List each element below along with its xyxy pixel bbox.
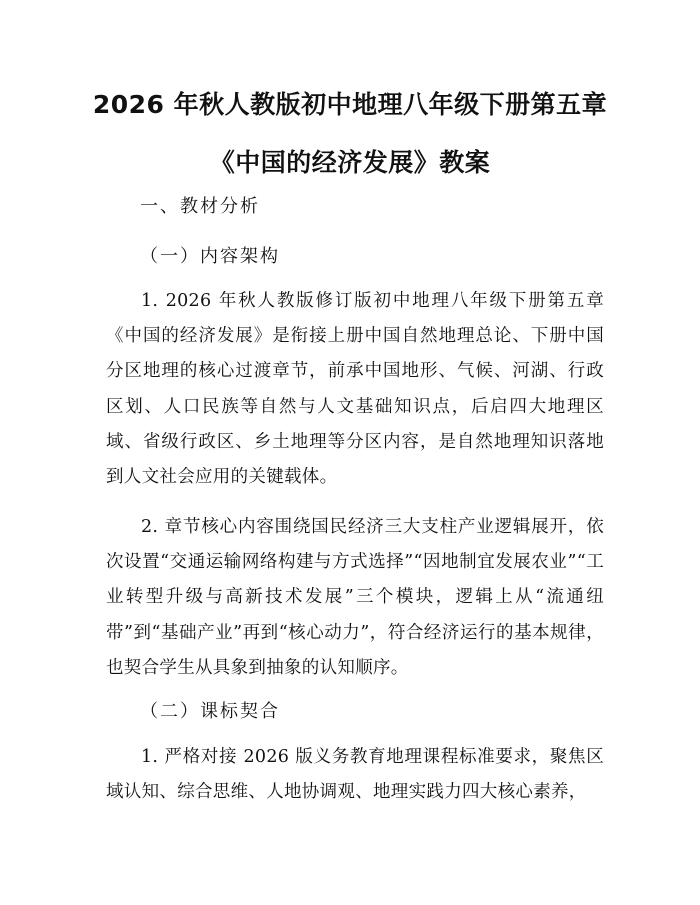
document-title-line-2: 《中国的经济发展》教案 (209, 148, 491, 177)
document-title-line-1: 2026 年秋人教版初中地理八年级下册第五章 (92, 90, 608, 119)
subsection-heading-curriculum-alignment: （二）课标契合 (140, 701, 280, 722)
paragraph-content-structure-1: 1. 2026 年秋人教版修订版初中地理八年级下册第五章《中国的经济发展》是衔接上册中国自然地理总论、下册中国分区地理的核心过渡章节，前承中国地形、气候、河湖、行政区划、人口民族等自然与人文基础知识点，后启四大地理区域、省级行政区、乡土地理等分区内容，是自然地理知识落地到人文社会应用的关键载体。 (106, 291, 604, 488)
section-heading-textbook-analysis: 一、教材分析 (140, 196, 260, 217)
paragraph-content-structure-2: 2. 章节核心内容围绕国民经济三大支柱产业逻辑展开，依次设置“交通运输网络构建与方式选择”“因地制宜发展农业”“工业转型升级与高新技术发展”三个模块，逻辑上从“流通纽带”到“基础产业”再到“核心动力”，符合经济运行的基本规律，也契合学生从具象到抽象的认知顺序。 (106, 517, 604, 678)
subsection-heading-content-structure: （一）内容架构 (140, 246, 280, 267)
paragraph-curriculum-alignment-1: 1. 严格对接 2026 版义务教育地理课程标准要求，聚焦区域认知、综合思维、人地协调观、地理实践力四大核心素养， (106, 747, 604, 803)
